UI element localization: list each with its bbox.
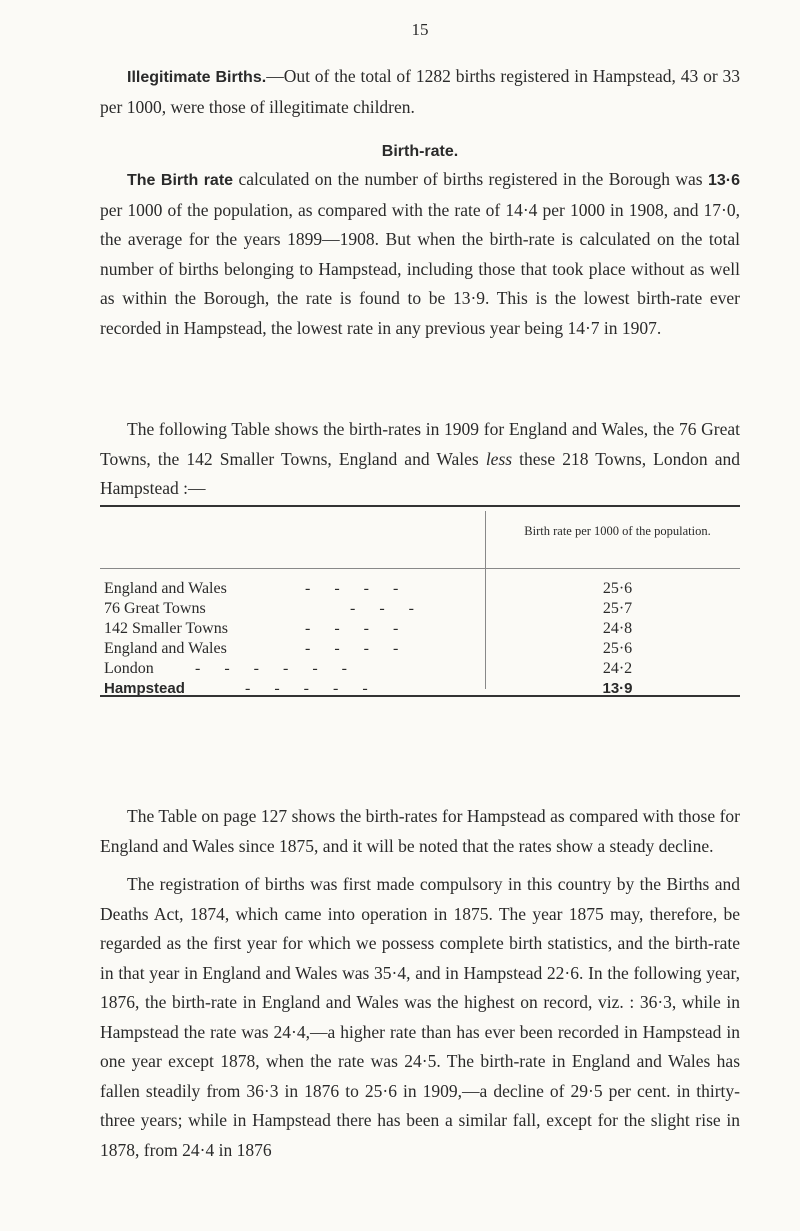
- table-row: [100, 620, 740, 640]
- birth-rate-value: 13·6: [707, 172, 740, 189]
- table-column-header: Birth rate per 1000 of the population.: [524, 524, 711, 538]
- birth-rate-paragraph: [100, 165, 740, 343]
- row-value: 25·6: [602, 640, 633, 657]
- birth-rate-heading: Birth-rate.: [381, 143, 459, 160]
- row-label: 142 Smaller Towns: [104, 620, 228, 637]
- illegitimate-births-text: —Out of the total of 1282 births registered in Hampstead, 43 or 33 per 1000, were those of illegitimate children.: [100, 66, 741, 117]
- table-intro-text-a: The following Table shows the birth-rates in 1909 for England and Wales, the 76 Great Towns, the 142 Smaller Towns, England and Wales: [100, 419, 740, 469]
- table-intro-paragraph: [100, 415, 740, 504]
- table-bottom-rule: [100, 695, 740, 697]
- table-intro-italic: less: [485, 448, 513, 469]
- row-label: London: [104, 660, 154, 677]
- birth-rate-text-b: per 1000 of the population, as compared with the rate of 14·4 per 1000 in 1908, and 17·0, the average for the years 1899—1908. But when the birth-rate is calculated on the total number of births belonging to Hampstead, including those that took place without as well as within the Borough, the rate is found to be 13·9. This is the lowest birth-rate ever recorded in Hampstead, the lowest rate in any previous year being 14·7 in 1907.: [100, 199, 740, 338]
- row-value: 24·8: [602, 620, 633, 637]
- illegitimate-births-heading: Illegitimate Births.: [127, 69, 267, 86]
- row-value: 24·2: [602, 660, 633, 677]
- leader-dashes: - - - - - -: [195, 660, 347, 677]
- table-row: [100, 680, 740, 700]
- registration-paragraph: [100, 870, 740, 1165]
- birth-rate-lead: The Birth rate: [127, 172, 234, 189]
- page-number: 15: [411, 20, 429, 39]
- leader-dashes: - - - -: [305, 580, 399, 597]
- table-reference-text: The Table on page 127 shows the birth-rates for Hampstead as compared with those for England and Wales since 1875, and it will be noted that the rates show a steady decline.: [100, 806, 740, 856]
- row-label: Hampstead: [104, 680, 185, 697]
- row-value: 13·9: [602, 680, 633, 697]
- birth-rate-table: [100, 505, 740, 697]
- row-label: England and Wales: [104, 580, 227, 597]
- table-top-rule: [100, 505, 740, 507]
- table-header-rule: [100, 568, 740, 569]
- illegitimate-births-paragraph: [100, 62, 740, 122]
- table-row: [100, 580, 740, 600]
- row-value: 25·6: [602, 580, 633, 597]
- registration-text: The registration of births was first made compulsory in this country by the Births and Deaths Act, 1874, which came into operation in 1875. The year 1875 may, therefore, be regarded as the first year for which we possess complete birth statistics, and the birth-rate in that year in England and Wales was 35·4, and in Hampstead 22·6. In the following year, 1876, the birth-rate in England and Wales was the highest on record, viz. : 36·3, while in Hampstead the rate was 24·4,—a higher rate than has ever been recorded in Hampstead in one year except 1878, when the rate was 24·5. The birth-rate in England and Wales has fallen steadily from 36·3 in 1876 to 25·6 in 1909,—a decline of 29·5 per cent. in thirty-three years; while in Hampstead there has been a similar fall, except for the slight rise in 1878, from 24·4 in 1876: [100, 874, 740, 1160]
- row-label: 76 Great Towns: [104, 600, 206, 617]
- leader-dashes: - - - -: [305, 640, 399, 657]
- leader-dashes: - - -: [350, 600, 414, 617]
- table-row: [100, 660, 740, 680]
- row-label: England and Wales: [104, 640, 227, 657]
- table-row: [100, 600, 740, 620]
- leader-dashes: - - - -: [305, 620, 399, 637]
- row-value: 25·7: [602, 600, 633, 617]
- table-intro-text-b: these 218 Towns, London and Hampstead :—: [100, 448, 741, 498]
- birth-rate-text-a: calculated on the number of births registered in the Borough was: [233, 169, 708, 189]
- table-reference-paragraph: [100, 802, 740, 861]
- leader-dashes: - - - - -: [245, 680, 368, 697]
- table-row: [100, 640, 740, 660]
